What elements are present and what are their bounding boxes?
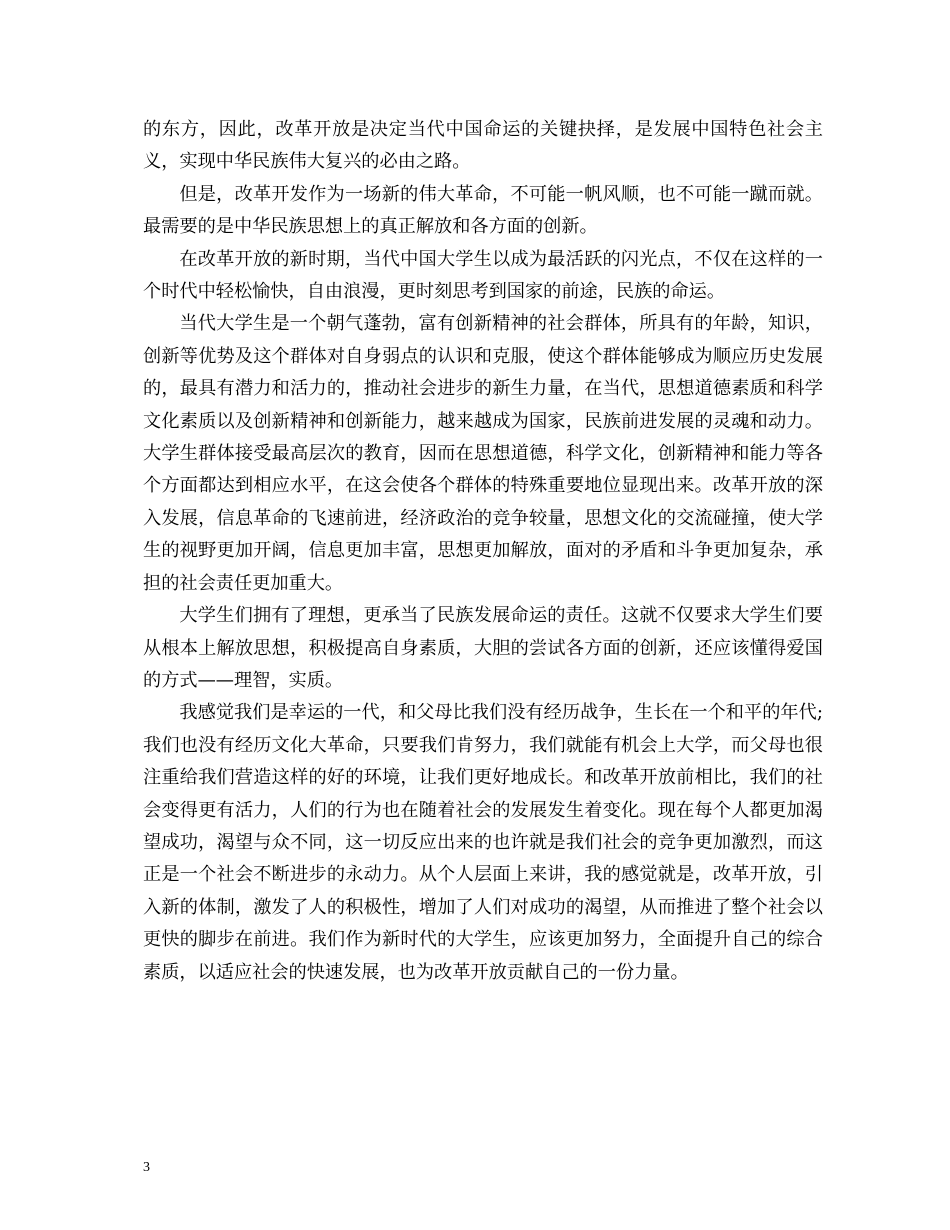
page-number: 3 [143, 1160, 150, 1175]
paragraph-2: 但是，改革开发作为一场新的伟大革命，不可能一帆风顺，也不可能一蹴而就。最需要的是中华民族思想上的真正解放和各方面的创新。 [143, 183, 823, 238]
paragraph-1: 的东方，因此，改革开放是决定当代中国命运的关键抉择，是发展中国特色社会主义，实现中华民族伟大复兴的必由之路。 [143, 119, 823, 173]
paragraph-3: 在改革开放的新时期，当代中国大学生以成为最活跃的闪光点，不仅在这样的一个时代中轻松愉快，自由浪漫，更时刻思考到国家的前途，民族的命运。 [143, 248, 823, 303]
paragraph-6: 我感觉我们是幸运的一代，和父母比我们没有经历战争，生长在一个和平的年代;我们也没有经历文化大革命，只要我们肯努力，我们就能有机会上大学，而父母也很注重给我们营造这样的好的环境，让我们更好地成长。和改革开放前相比，我们的社会变得更有活力，人们的行为也在随着社会的发展发生着变化。现在每个人都更加渴望成功，渴望与众不同，这一切反应出来的也许就是我们社会的竞争更加激烈，而这正是一个社会不断进步的永动力。从个人层面上来讲，我的感觉就是，改革开放，引入新的体制，激发了人的积极性，增加了人们对成功的渴望，从而推进了整个社会以更快的脚步在前进。我们作为新时代的大学生，应该更加努力，全面提升自己的综合素质，以适应社会的快速发展，也为改革开放贡献自己的一份力量。 [143, 702, 823, 983]
document-body [143, 114, 823, 989]
paragraph-4: 当代大学生是一个朝气蓬勃，富有创新精神的社会群体，所具有的年龄，知识，创新等优势及这个群体对自身弱点的认识和克服，使这个群体能够成为顺应历史发展的，最具有潜力和活力的，推动社会进步的新生力量，在当代，思想道德素质和科学文化素质以及创新精神和创新能力，越来越成为国家，民族前进发展的灵魂和动力。大学生群体接受最高层次的教育，因而在思想道德，科学文化，创新精神和能力等各个方面都达到相应水平，在这会使各个群体的特殊重要地位显现出来。改革开放的深入发展，信息革命的飞速前进，经济政治的竞争较量，思想文化的交流碰撞，使大学生的视野更加开阔，信息更加丰富，思想更加解放，面对的矛盾和斗争更加复杂，承担的社会责任更加重大。 [143, 313, 823, 594]
paragraph-5: 大学生们拥有了理想，更承当了民族发展命运的责任。这就不仅要求大学生们要从根本上解放思想，积极提高自身素质，大胆的尝试各方面的创新，还应该懂得爱国的方式——理智，实质。 [143, 605, 823, 691]
